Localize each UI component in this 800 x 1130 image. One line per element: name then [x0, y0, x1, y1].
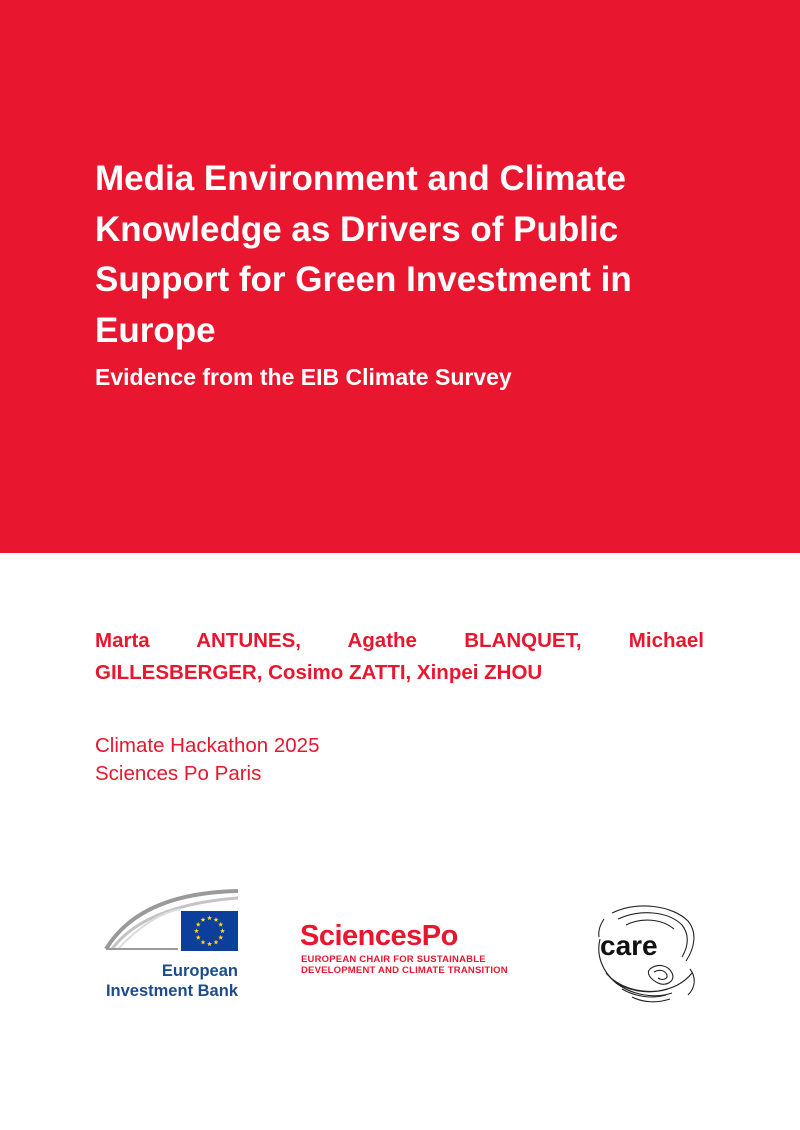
- event-institution: Sciences Po Paris: [95, 762, 262, 785]
- sciencespo-wordmark: SciencesPo: [300, 920, 458, 952]
- eib-logo: [100, 885, 250, 1005]
- care-logo: [592, 899, 702, 1007]
- report-title: Media Environment and Climate Knowledge as Drivers of Public Support for Green Investment in Europe: [95, 159, 632, 350]
- author-list: Marta ANTUNES, Agathe BLANQUET, Michael GILLESBERGER, Cosimo ZATTI, Xinpei ZHOU: [95, 629, 704, 684]
- eib-wordmark-line2: Investment Bank: [105, 982, 238, 1000]
- care-wordmark: care: [600, 930, 658, 961]
- cover-banner: [0, 0, 800, 553]
- sciencespo-logo: [300, 918, 560, 988]
- sciencespo-chair-label: [301, 954, 508, 976]
- event-name: Climate Hackathon 2025: [95, 734, 320, 757]
- eib-emblem-icon: [100, 885, 250, 965]
- event-info: [95, 732, 320, 788]
- sciencespo-chair-line2: DEVELOPMENT AND CLIMATE TRANSITION: [301, 965, 508, 976]
- sciencespo-chair-line1: EUROPEAN CHAIR FOR SUSTAINABLE: [301, 954, 486, 965]
- eib-wordmark: [100, 961, 238, 1001]
- eib-wordmark-line1: European: [161, 962, 238, 980]
- report-subtitle: Evidence from the EIB Climate Survey: [95, 364, 512, 390]
